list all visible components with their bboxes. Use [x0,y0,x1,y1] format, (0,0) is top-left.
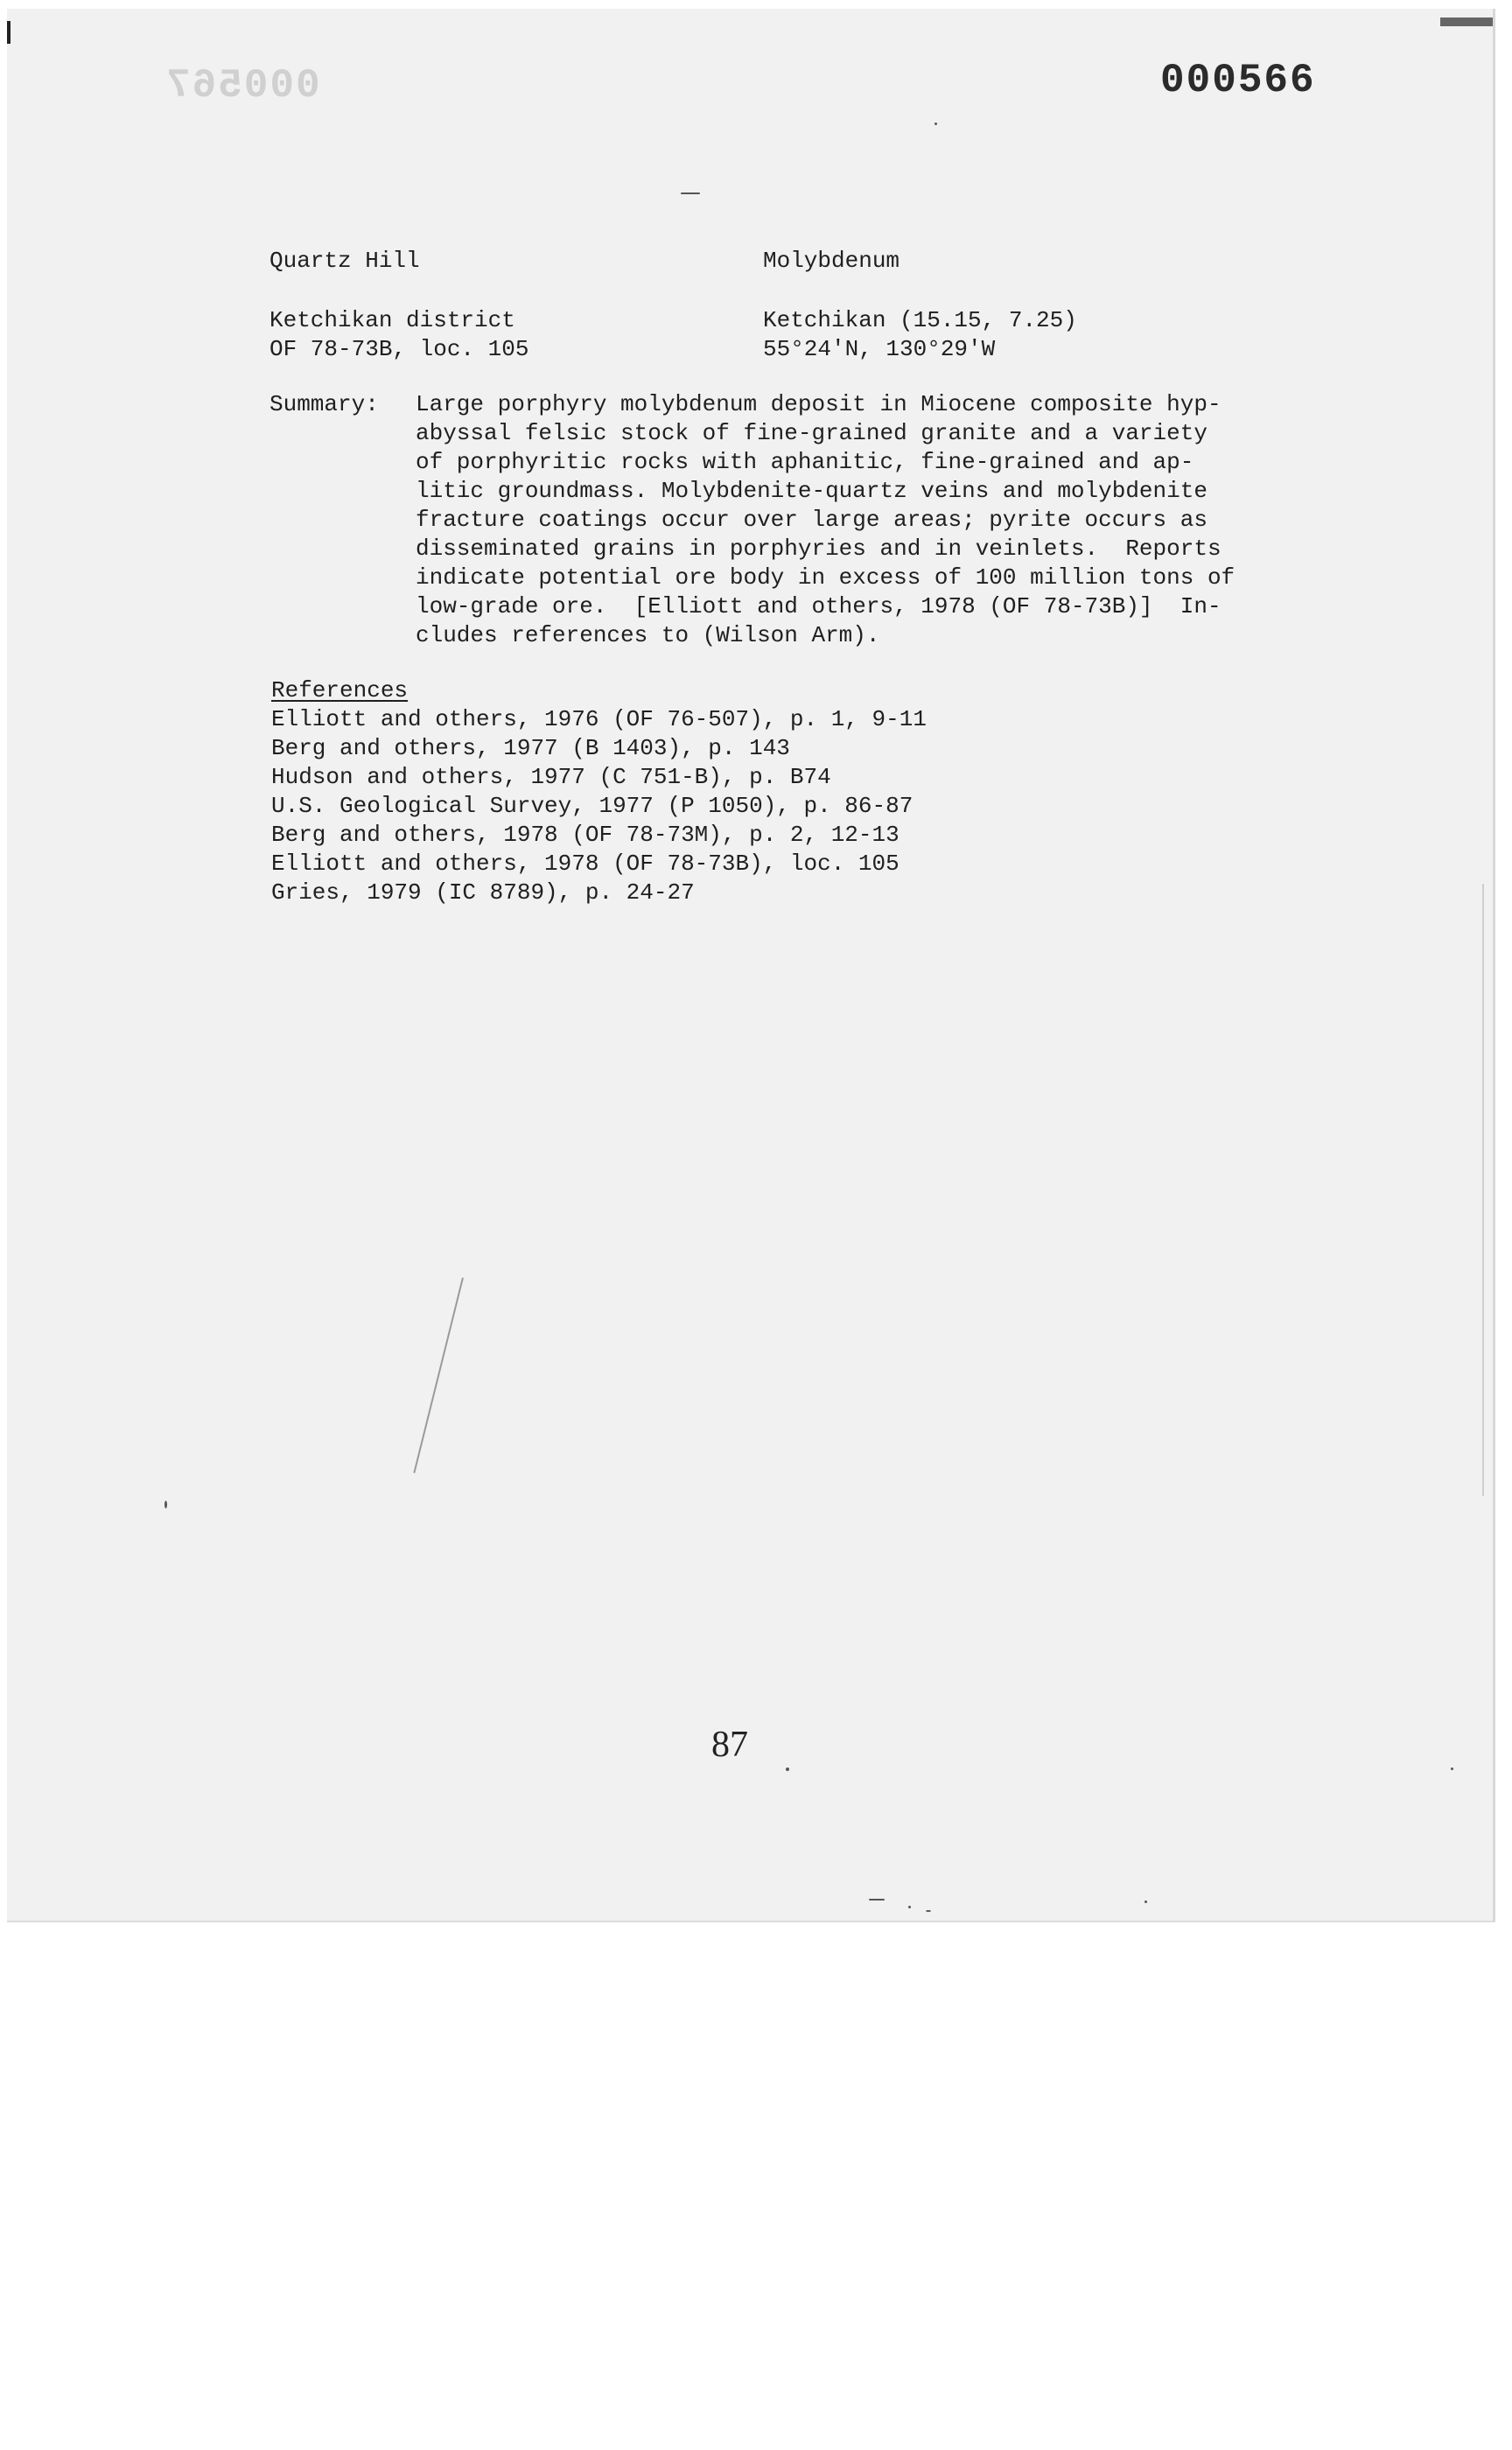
document-page [7,9,1495,1922]
references-list [271,705,927,907]
page-stamp-number: 000566 [1160,58,1316,103]
reference-item: U.S. Geological Survey, 1977 (P 1050), p. 86-87 [271,793,914,819]
reference-item: Berg and others, 1978 (OF 78-73M), p. 2, 12-13 [271,822,900,848]
summary-line: fracture coatings occur over large areas; pyrite occurs as [416,507,1208,533]
summary-line: of porphyritic rocks with aphanitic, fine-grained and ap- [416,449,1194,475]
scan-edge-mark [7,21,10,44]
summary-label: Summary: [270,391,379,417]
summary-line: abyssal felsic stock of fine-grained granite and a variety [416,420,1208,446]
summary-line: low-grade ore. [Elliott and others, 1978 (OF 78-73B)] In- [416,593,1222,620]
commodity: Molybdenum [763,248,900,274]
reference-item: Elliott and others, 1976 (OF 76-507), p. 1, 9-11 [271,706,927,732]
coordinates: 55°24'N, 130°29'W [763,336,996,362]
scan-edge-line [1482,884,1484,1496]
scan-speck [869,1899,885,1900]
scan-speck [1451,1768,1453,1770]
scan-speck [934,122,937,125]
scan-streak [413,1278,464,1474]
scan-edge-bar [1440,18,1493,26]
district: Ketchikan district [270,307,515,333]
open-file-location: OF 78-73B, loc. 105 [270,336,529,362]
quadrangle: Ketchikan (15.15, 7.25) [763,307,1077,333]
scan-speck [681,192,700,194]
scan-speck [1144,1900,1147,1903]
summary-line: Large porphyry molybdenum deposit in Miocene composite hyp- [416,391,1222,417]
scan-speck [786,1768,789,1771]
summary-line: litic groundmass. Molybdenite-quartz veins and molybdenite [416,478,1208,504]
reference-item: Hudson and others, 1977 (C 751-B), p. B74 [271,764,831,790]
reference-item: Elliott and others, 1978 (OF 78-73B), loc. 105 [271,850,900,877]
scan-speck [926,1910,931,1912]
scan-speck [164,1501,167,1508]
ghost-page-stamp: 000567 [164,63,320,108]
reference-item: Berg and others, 1977 (B 1403), p. 143 [271,735,790,761]
summary-line: disseminated grains in porphyries and in veinlets. Reports [416,536,1222,562]
summary-line: indicate potential ore body in excess of 100 million tons of [416,564,1236,591]
summary-text [416,390,1291,650]
deposit-name: Quartz Hill [270,248,420,274]
reference-item: Gries, 1979 (IC 8789), p. 24-27 [271,879,695,906]
scan-speck [908,1906,911,1908]
summary-line: cludes references to (Wilson Arm). [416,622,880,648]
references-heading: References [271,677,409,704]
page-number: 87 [711,1725,748,1765]
